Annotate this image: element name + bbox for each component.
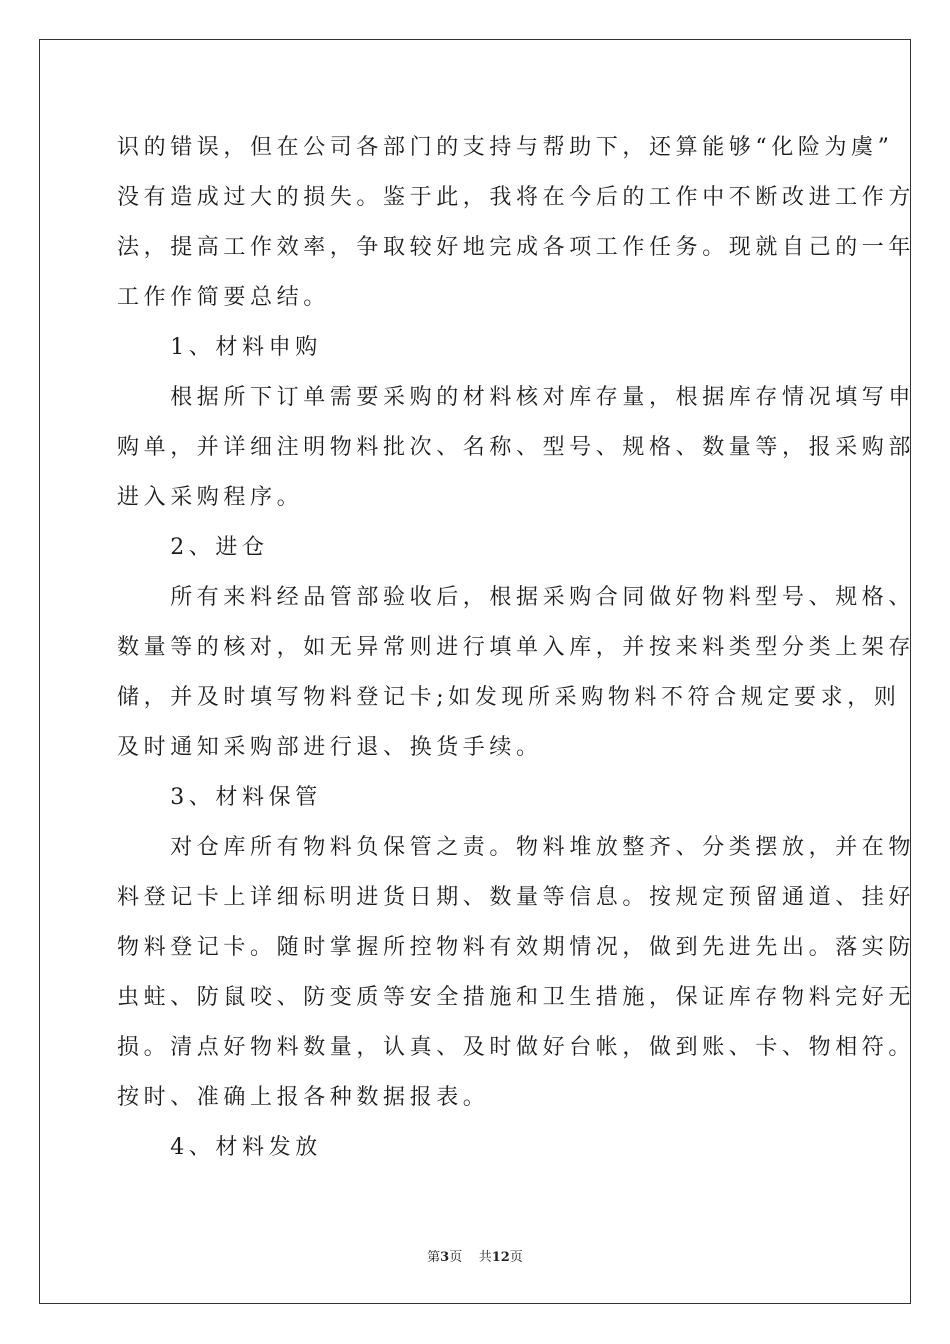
- text-line: 购单，并详细注明物料批次、名称、型号、规格、数量等，报采购部: [117, 435, 916, 460]
- text-line: 进入采购程序。: [117, 485, 304, 510]
- section-heading: 1、材料申购: [117, 335, 322, 360]
- text-line: 识的错误，但在公司各部门的支持与帮助下，还算能够“化险为虞”: [117, 135, 894, 160]
- text-line: 对仓库所有物料负保管之责。物料堆放整齐、分类摆放，并在物: [117, 835, 916, 860]
- total-suffix: 页: [509, 1250, 523, 1265]
- text-line: 虫蛀、防鼠咬、防变质等安全措施和卫生措施，保证库存物料完好无: [117, 985, 916, 1010]
- page-prefix: 第: [427, 1250, 441, 1265]
- section-heading: 2、进仓: [117, 535, 269, 560]
- total-prefix: 共: [478, 1250, 492, 1265]
- section-heading: 4、材料发放: [117, 1135, 322, 1160]
- text-line: 及时通知采购部进行退、换货手续。: [117, 735, 543, 760]
- text-line: 所有来料经品管部验收后，根据采购合同做好物料型号、规格、: [117, 585, 916, 610]
- text-line: 根据所下订单需要采购的材料核对库存量，根据库存情况填写申: [117, 385, 916, 410]
- section-heading: 3、材料保管: [117, 785, 322, 810]
- page-number: 3: [440, 1250, 450, 1265]
- text-line: 物料登记卡。随时掌握所控物料有效期情况，做到先进先出。落实防: [117, 935, 916, 960]
- page-footer: [0, 1246, 950, 1265]
- page-suffix: 页: [449, 1250, 463, 1265]
- text-line: 储，并及时填写物料登记卡;如发现所采购物料不符合规定要求，则: [117, 685, 901, 710]
- text-line: 数量等的核对，如无异常则进行填单入库，并按来料类型分类上架存: [117, 635, 916, 660]
- text-line: 料登记卡上详细标明进货日期、数量等信息。按规定预留通道、挂好: [117, 885, 916, 910]
- document-body: [117, 123, 916, 1173]
- text-line: 按时、准确上报各种数据报表。: [117, 1085, 490, 1110]
- text-line: 法，提高工作效率，争取较好地完成各项工作任务。现就自己的一年: [117, 235, 916, 260]
- text-line: 工作作简要总结。: [117, 285, 330, 310]
- text-line: 损。清点好物料数量，认真、及时做好台帐，做到账、卡、物相符。: [117, 1035, 916, 1060]
- total-pages: 12: [491, 1250, 510, 1265]
- text-line: 没有造成过大的损失。鉴于此，我将在今后的工作中不断改进工作方: [117, 185, 916, 210]
